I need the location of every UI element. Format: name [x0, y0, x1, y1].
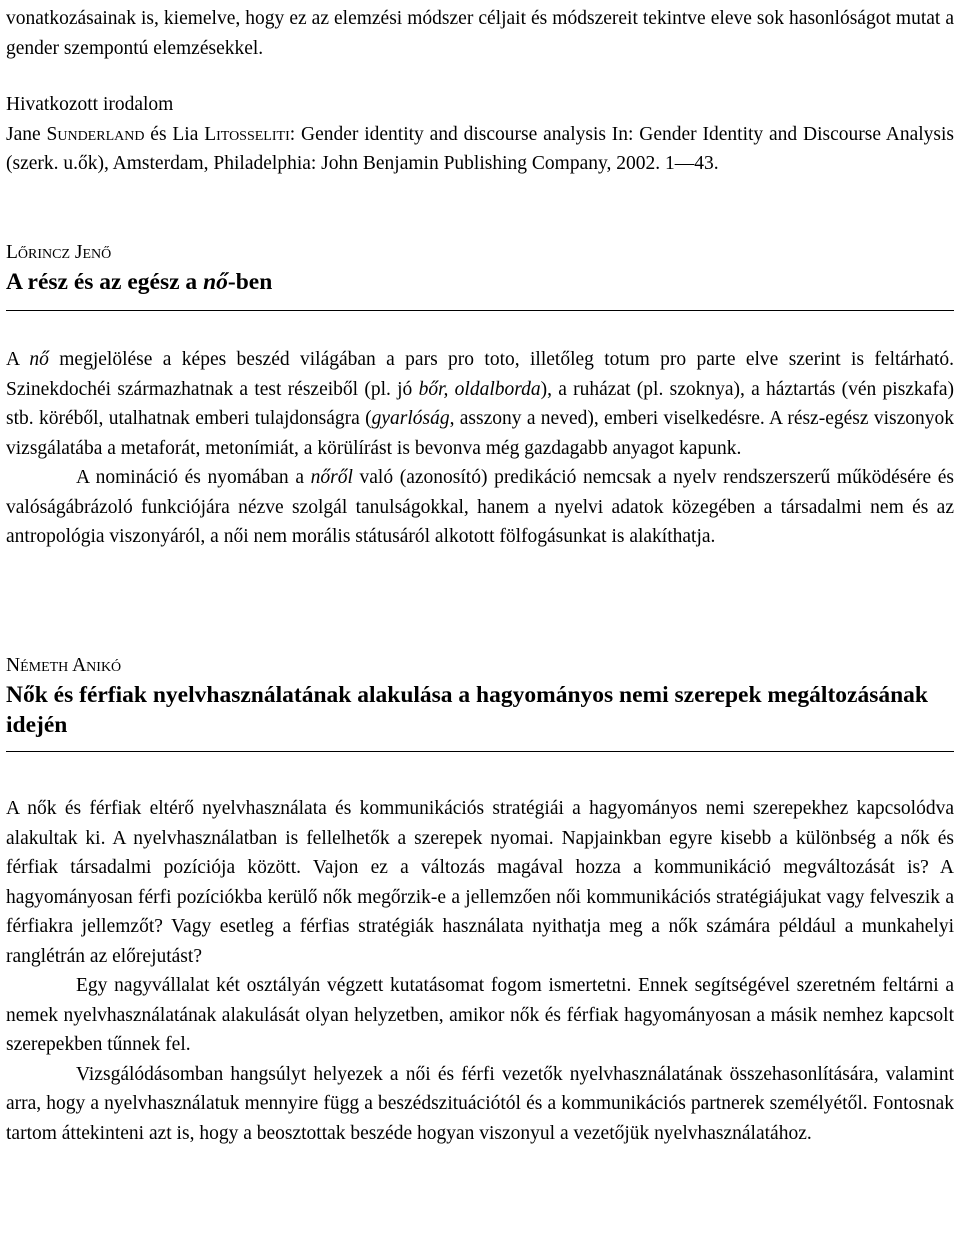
text-run: , asszony a neved), emberi viselkedésre. A rész-egész viszonyok vizsgálatába a metaforát, metonímiát, a körülírást is bevonva még gazdagabb anyagot kapunk. — [6, 408, 954, 459]
abstract-body — [6, 345, 954, 552]
references-block — [6, 90, 954, 179]
italic-run: nő — [29, 349, 49, 370]
italic-run: gyarlóság — [371, 408, 450, 429]
abstract-body — [6, 794, 954, 1148]
title-text-b: -ben — [227, 269, 273, 295]
text-run: A — [6, 349, 30, 370]
author-name: Lőrincz Jenő — [6, 241, 112, 263]
text-run: A nomináció és nyomában a — [76, 467, 311, 488]
abstract-paragraph: A nők és férfiak eltérő nyelvhasználata és kommunikációs stratégiái a hagyományos nemi szerepekhez kapcsolódva alakultak ki. A nyelvhasználatban is fellelhetők a szerepek nyomai. Napjainkban egyre kisebb a különbség a nők és férfiak társadalmi pozíciója között. Vajon ez a változás magával hozza a kommunikáció megváltozását is? A hagyományosan férfi pozíciókba kerülő nők megőrzik-e a jellemzően női kommunikációs stratégiájukat vagy felveszik a férfiakra jellemzőt? Vagy esetleg a férfias stratégiák használata nyithatja meg a nők számára például a munkahelyi ranglétrán az előrejutást? — [6, 798, 954, 967]
reference-surname-1: Sunderland — [46, 123, 145, 145]
reference-first-name: Jane — [6, 123, 47, 145]
abstract-section-1 — [6, 238, 954, 552]
reference-joiner: és Lia — [144, 123, 205, 145]
references-heading: Hivatkozott irodalom — [6, 94, 174, 115]
italic-run: bőr, oldalborda — [418, 378, 541, 400]
italic-run: nőről — [310, 467, 353, 488]
title-text-italic: nő — [203, 269, 228, 295]
text-run: ), a ruházat (pl. szoknya), a háztartás (vén piszkafa) stb. köréből, utalhatnak emberi tulajdonságra ( — [6, 378, 954, 429]
reference-surname-2: Litosseliti — [204, 123, 290, 145]
title-text-a: A rész és az egész a — [6, 269, 204, 295]
abstract-section-2 — [6, 651, 954, 1149]
abstract-paragraph — [6, 463, 954, 552]
article-title — [6, 267, 954, 297]
abstract-paragraph: Vizsgálódásomban hangsúlyt helyezek a női és férfi vezetők nyelvhasználatának összehasonlítására, valamint arra, hogy a nyelvhasználatuk mennyire függ a beszédszituációtól és a kommunikációs partnerek személyétől. Fontosnak tartom áttekinteni azt is, hogy a beosztottak beszéde hogyan viszonyul a vezetőjük nyelvhasználatához. — [6, 1063, 954, 1144]
continuation-paragraph: vonatkozásainak is, kiemelve, hogy ez az elemzési módszer céljait és módszereit tekintve eleve sok hasonlóságot mutat a gender szempontú elemzésekkel. — [6, 8, 954, 59]
abstract-paragraph: Egy nagyvállalat két osztályán végzett kutatásomat fogom ismertetni. Ennek segítségével szeretném feltárni a nemek nyelvhasználatának alakulását olyan helyzetben, amikor nők és férfiak hagyományosan a másik nemhez kapcsolt szerepekben tűnnek fel. — [6, 975, 954, 1055]
text-run: megjelölése a képes beszéd világában a pars pro toto, illetőleg totum pro parte elve szerint is feltárható. Szinekdochéi származhatnak a test részeiből (pl. jó — [6, 349, 955, 400]
abstract-paragraph — [6, 345, 954, 463]
title-divider — [6, 310, 954, 311]
reference-rest: : Gender identity and discourse analysis In: Gender Identity and Discourse Analysis (szerk. u.ők), Amsterdam, Philadelphia: John Benjamin Publishing Company, 2002. 1—43. — [6, 123, 955, 174]
title-divider — [6, 751, 954, 752]
text-run: való (azonosító) predikáció nemcsak a nyelv rendszerszerű működésére és valóságábrázoló funkciójára nézve szolgál tanulságokkal, hanem a nyelvi adatok közegében a társadalmi nem és az antropológia viszonyáról, a női nem morális státusáról alkotott fölfogásunkat is alakíthatja. — [6, 467, 954, 547]
author-name: Németh Anikó — [6, 654, 122, 676]
reference-entry — [6, 120, 954, 179]
article-title: Nők és férfiak nyelvhasználatának alakulása a hagyományos nemi szerepek megáltozásának idején — [6, 682, 928, 738]
